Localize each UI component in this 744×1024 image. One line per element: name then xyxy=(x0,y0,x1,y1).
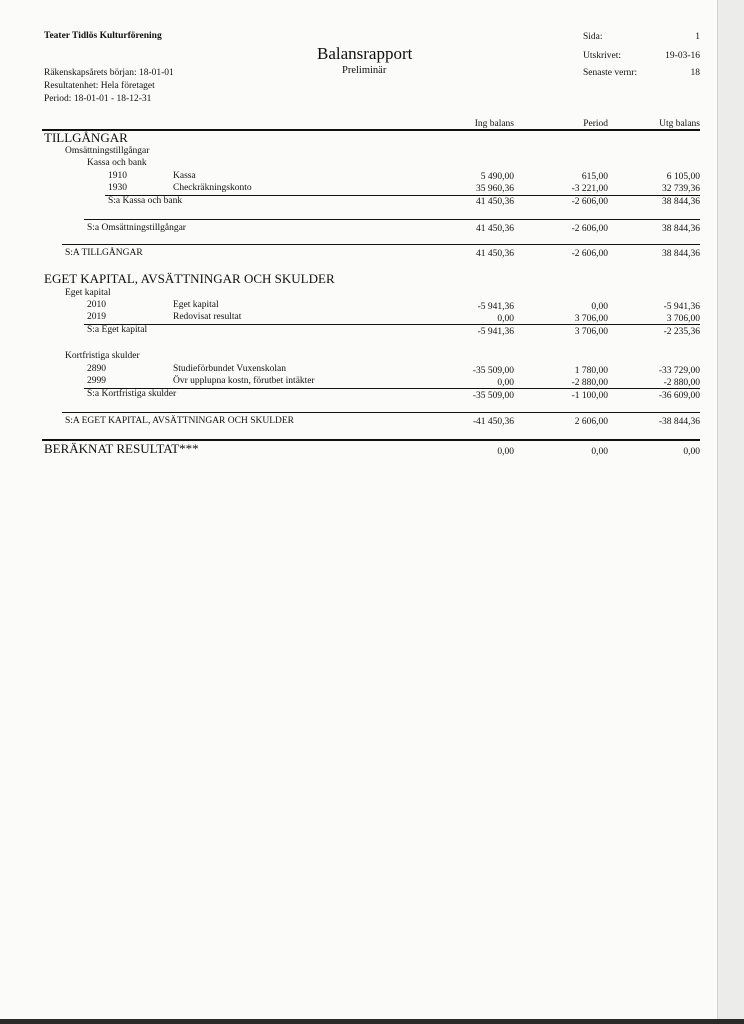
closing-balance: 0,00 xyxy=(683,447,700,457)
account-number: 2999 xyxy=(87,376,106,386)
closing-balance: -33 729,00 xyxy=(658,366,700,376)
closing-balance: 38 844,36 xyxy=(662,224,700,234)
group-current-assets: Omsättningstillgångar xyxy=(65,146,150,156)
total-label: S:A TILLGÅNGAR xyxy=(65,248,143,258)
account-name: Kassa xyxy=(173,171,196,181)
period-amount: -3 221,00 xyxy=(571,184,608,194)
subtotal-rule xyxy=(105,195,700,196)
opening-balance: 41 450,36 xyxy=(476,224,514,234)
period-amount: -2 606,00 xyxy=(571,197,608,207)
result-unit: Resultatenhet: Hela företaget xyxy=(44,81,155,91)
subgroup-cash-bank: Kassa och bank xyxy=(87,158,147,168)
opening-balance: 0,00 xyxy=(497,378,514,388)
group-equity: Eget kapital xyxy=(65,288,111,298)
opening-balance: 5 490,00 xyxy=(480,172,514,182)
period-amount: 3 706,00 xyxy=(574,314,608,324)
account-name: Eget kapital xyxy=(173,300,219,310)
total-rule xyxy=(62,244,700,245)
last-ver-label: Senaste vernr: xyxy=(583,68,638,78)
period-amount: 1 780,00 xyxy=(574,366,608,376)
account-name: Redovisat resultat xyxy=(173,312,242,322)
printed-label: Utskrivet: xyxy=(583,51,621,61)
period-amount: 615,00 xyxy=(581,172,608,182)
account-number: 2010 xyxy=(87,300,106,310)
total-rule xyxy=(62,412,700,413)
closing-balance: -36 609,00 xyxy=(658,391,700,401)
closing-balance: 3 706,00 xyxy=(666,314,700,324)
header-rule xyxy=(42,129,700,131)
closing-balance: -2 880,00 xyxy=(663,378,700,388)
period-amount: -2 880,00 xyxy=(571,378,608,388)
account-number: 2019 xyxy=(87,312,106,322)
group-short-term-liabilities: Kortfristiga skulder xyxy=(65,351,140,361)
subtotal-rule xyxy=(84,324,700,325)
opening-balance: 41 450,36 xyxy=(476,249,514,259)
organization-name: Teater Tidlös Kulturförening xyxy=(44,31,162,41)
period-amount: -1 100,00 xyxy=(571,391,608,401)
period-amount: 3 706,00 xyxy=(574,327,608,337)
opening-balance: 0,00 xyxy=(497,447,514,457)
account-name: Studieförbundet Vuxenskolan xyxy=(173,364,286,374)
closing-balance: -38 844,36 xyxy=(658,417,700,427)
subtotal-label: S:a Omsättningstillgångar xyxy=(87,223,186,233)
opening-balance: -5 941,36 xyxy=(477,302,514,312)
account-number: 2890 xyxy=(87,364,106,374)
subtotal-label: S:a Kassa och bank xyxy=(108,196,183,206)
opening-balance: 0,00 xyxy=(497,314,514,324)
report-subtitle: Preliminär xyxy=(342,65,387,76)
report-period: Period: 18-01-01 - 18-12-31 xyxy=(44,94,152,104)
column-header-closing: Utg balans xyxy=(659,119,700,129)
closing-balance: 38 844,36 xyxy=(662,197,700,207)
opening-balance: 35 960,36 xyxy=(476,184,514,194)
scan-edge-line xyxy=(717,0,718,1024)
subtotal-label: S:a Eget kapital xyxy=(87,325,148,335)
last-ver-number: 18 xyxy=(690,68,700,78)
fiscal-year-start: Räkenskapsårets början: 18-01-01 xyxy=(44,68,174,78)
opening-balance: -5 941,36 xyxy=(477,327,514,337)
subtotal-rule xyxy=(84,388,700,389)
opening-balance: -41 450,36 xyxy=(472,417,514,427)
opening-balance: -35 509,00 xyxy=(472,391,514,401)
period-amount: 0,00 xyxy=(591,302,608,312)
account-number: 1930 xyxy=(108,183,127,193)
closing-balance: 6 105,00 xyxy=(666,172,700,182)
period-amount: -2 606,00 xyxy=(571,224,608,234)
opening-balance: -35 509,00 xyxy=(472,366,514,376)
total-label: S:A EGET KAPITAL, AVSÄTTNINGAR OCH SKULDER xyxy=(65,416,295,426)
column-header-period: Period xyxy=(583,119,608,129)
closing-balance: -5 941,36 xyxy=(663,302,700,312)
period-amount: -2 606,00 xyxy=(571,249,608,259)
page-label: Sida: xyxy=(583,32,603,42)
page-number: 1 xyxy=(695,32,700,42)
account-number: 1910 xyxy=(108,171,127,181)
section-equity-title: EGET KAPITAL, AVSÄTTNINGAR OCH SKULDER xyxy=(44,271,335,286)
scan-bottom-edge xyxy=(0,1019,744,1024)
closing-balance: -2 235,36 xyxy=(663,327,700,337)
period-amount: 2 606,00 xyxy=(574,417,608,427)
closing-balance: 32 739,36 xyxy=(662,184,700,194)
column-header-opening: Ing balans xyxy=(474,119,514,129)
report-title: Balansrapport xyxy=(317,44,413,63)
scan-edge xyxy=(718,0,744,1024)
account-name: Övr upplupna kostn, förutbet intäkter xyxy=(173,376,315,386)
closing-balance: 38 844,36 xyxy=(662,249,700,259)
period-amount: 0,00 xyxy=(591,447,608,457)
subtotal-rule xyxy=(84,219,700,220)
result-label: BERÄKNAT RESULTAT*** xyxy=(44,441,199,456)
opening-balance: 41 450,36 xyxy=(476,197,514,207)
printed-date: 19-03-16 xyxy=(665,51,700,61)
section-assets-title: TILLGÅNGAR xyxy=(44,130,128,145)
account-name: Checkräkningskonto xyxy=(173,183,252,193)
subtotal-label: S:a Kortfristiga skulder xyxy=(87,389,177,399)
